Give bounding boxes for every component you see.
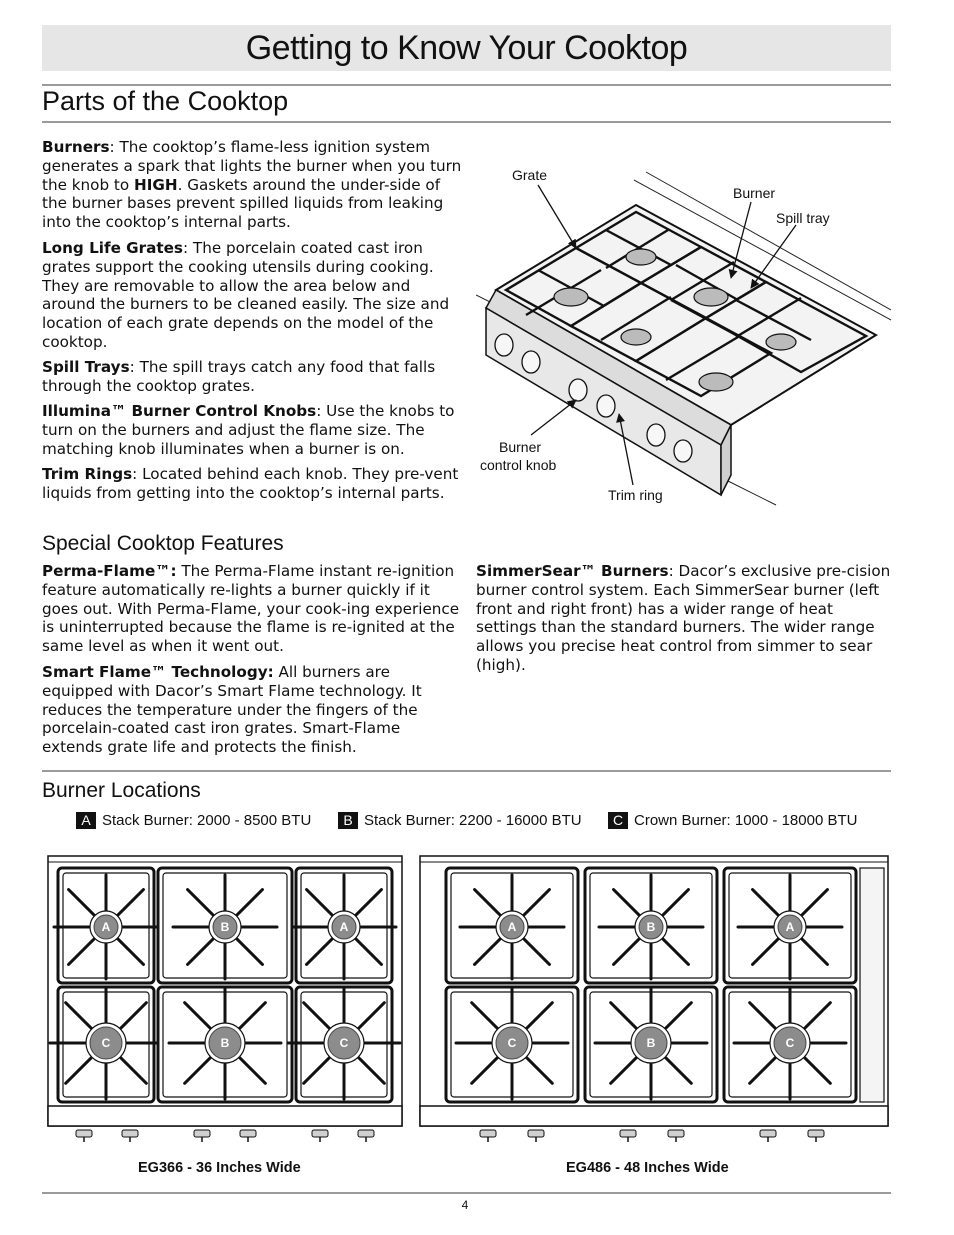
knob-icon [528, 1130, 544, 1142]
legend-label: Crown Burner: 1000 - 18000 BTU [634, 812, 858, 829]
burner-letter: B [646, 920, 656, 934]
caption-eg486: EG486 - 48 Inches Wide [566, 1160, 729, 1176]
burner-letter: C [785, 1036, 795, 1050]
diagram-label-grate: Grate [512, 167, 548, 183]
paragraph-simmersear: SimmerSear™ Burners: Dacor’s exclusive pre-cision burner control system. Each SimmerSear burner (left front and right front) has a wider range of heat settings than the standard burners. The wider range allows you precise heat control from simmer to sear (high). [476, 562, 891, 674]
diagram-label-knob-line1: Burner [499, 439, 542, 455]
section-heading-locations: Burner Locations [42, 779, 201, 802]
burner-letter: B [646, 1036, 656, 1050]
diagram-label-spill-tray: Spill tray [776, 210, 830, 226]
term: Spill Trays [42, 358, 130, 376]
legend-label: Stack Burner: 2000 - 8500 BTU [102, 812, 312, 829]
section-heading-parts: Parts of the Cooktop [42, 86, 289, 116]
section-heading-features: Special Cooktop Features [42, 532, 284, 555]
knob-icon [358, 1130, 374, 1142]
cooktop-illustration [476, 150, 896, 510]
burner [50, 987, 162, 1099]
term: SimmerSear™ Burners [476, 562, 669, 580]
knob-icon [240, 1130, 256, 1142]
page-number: 4 [461, 1198, 469, 1212]
burner-letter: A [101, 920, 111, 934]
term: Illumina™ Burner Control Knobs [42, 402, 317, 420]
burner-letter: B [220, 1036, 230, 1050]
burner [288, 987, 400, 1099]
paragraph-grates: Long Life Grates: The porcelain coated cast iron grates support the cooking utensils during cooking. They are removable to allow the area below and around the burners to be cleaned easily. The size and location of each grate depends on the model of the cooktop. [42, 239, 450, 351]
burner [292, 875, 396, 979]
paragraph-smart-flame: Smart Flame™ Technology: All burners are equipped with Dacor’s Smart Flame technology. It reduces the temperature under the fingers of the porcelain-coated cast iron grates. Smart-Flame extends grate life and protects the finish. [42, 663, 422, 757]
caption-eg366: EG366 - 36 Inches Wide [138, 1160, 301, 1176]
paragraph-trim-rings: Trim Rings: Located behind each knob. They pre-vent liquids from getting into the cooktop’s internal parts. [42, 465, 459, 502]
knob-icon [620, 1130, 636, 1142]
knob-icon [480, 1130, 496, 1142]
burner [599, 875, 703, 979]
burner [738, 875, 842, 979]
title-bar [42, 25, 891, 71]
burner [734, 987, 846, 1099]
paragraph-knobs: Illumina™ Burner Control Knobs: Use the knobs to turn on the burners and adjust the flame size. The matching knob illuminates when a burner is on. [42, 402, 455, 458]
knob-icon [760, 1130, 776, 1142]
term: Perma-Flame™: [42, 562, 177, 580]
knob-icon [668, 1130, 684, 1142]
burner-letter: A [339, 920, 349, 934]
burner [169, 987, 281, 1099]
legend-item-a [76, 812, 311, 829]
burner-letter: A [785, 920, 795, 934]
burner [54, 875, 158, 979]
diagram-label-trim-ring: Trim ring [608, 487, 663, 503]
diagram-label-burner: Burner [733, 185, 776, 201]
knob-icon [76, 1130, 92, 1142]
burner-letter: C [101, 1036, 111, 1050]
legend-label: Stack Burner: 2200 - 16000 BTU [364, 812, 582, 829]
legend-key: C [608, 812, 628, 829]
cooktop-diagram-36 [46, 854, 404, 1146]
burner-letter: C [339, 1036, 349, 1050]
cooktop-diagram-48 [418, 854, 891, 1146]
legend-item-c [608, 812, 857, 829]
burner-letter: A [507, 920, 517, 934]
burner-letter: B [220, 920, 230, 934]
divider [42, 1192, 891, 1194]
knob-icon [808, 1130, 824, 1142]
knob-icon [122, 1130, 138, 1142]
legend-item-b [338, 812, 582, 829]
burner-letter: C [507, 1036, 517, 1050]
legend-key: A [76, 812, 96, 829]
legend-key: B [338, 812, 358, 829]
divider [42, 121, 891, 123]
term: Smart Flame™ Technology: [42, 663, 274, 681]
divider [42, 770, 891, 772]
term: Burners [42, 138, 110, 156]
diagram-label-knob-line2: control knob [480, 457, 557, 473]
burner [456, 987, 568, 1099]
paragraph-spill-trays: Spill Trays: The spill trays catch any food that falls through the cooktop grates. [42, 358, 436, 395]
knob-icon [312, 1130, 328, 1142]
paragraph-perma-flame: Perma-Flame™: The Perma-Flame instant re-ignition feature automatically re-lights a burner quickly if it goes out. With Perma-Flame, your cook-ing experience is uninterrupted because the flame is re-ignited at the same level as when it went out. [42, 562, 460, 656]
page-title: Getting to Know Your Cooktop [245, 29, 688, 67]
burner [460, 875, 564, 979]
term: Long Life Grates [42, 239, 183, 257]
burner [595, 987, 707, 1099]
paragraph-burners: Burners: The cooktop’s flame-less ignition system generates a spark that lights the burner when you turn the knob to HIGH. Gaskets around the under-side of the burner bases prevent spilled liquids from leaking into the cooktop’s internal parts. [42, 138, 462, 232]
burner [173, 875, 277, 979]
term: Trim Rings [42, 465, 133, 483]
knob-icon [194, 1130, 210, 1142]
